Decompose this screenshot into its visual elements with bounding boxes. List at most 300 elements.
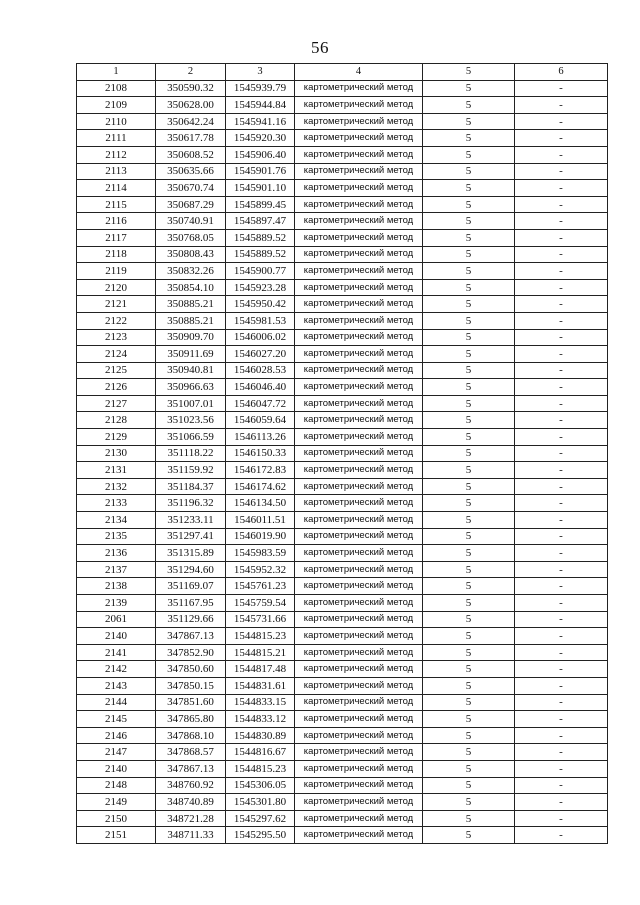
x-coordinate-cell: 350832.26 [156, 263, 226, 280]
note-cell: - [515, 146, 608, 163]
column-header-1: 1 [77, 64, 156, 81]
note-cell: - [515, 379, 608, 396]
x-coordinate-cell: 351066.59 [156, 429, 226, 446]
point-number-cell: 2135 [77, 528, 156, 545]
point-number-cell: 2149 [77, 794, 156, 811]
method-cell: картометрический метод [295, 727, 423, 744]
point-number-cell: 2118 [77, 246, 156, 263]
y-coordinate-cell: 1545900.77 [226, 263, 295, 280]
accuracy-cell: 5 [423, 462, 515, 479]
note-cell: - [515, 694, 608, 711]
point-number-cell: 2136 [77, 545, 156, 562]
point-number-cell: 2132 [77, 478, 156, 495]
table-row [77, 312, 608, 329]
accuracy-cell: 5 [423, 80, 515, 97]
point-number-cell: 2116 [77, 213, 156, 230]
accuracy-cell: 5 [423, 312, 515, 329]
point-number-cell: 2111 [77, 130, 156, 147]
table-row [77, 329, 608, 346]
table-row [77, 827, 608, 844]
accuracy-cell: 5 [423, 677, 515, 694]
coordinates-table [76, 63, 608, 844]
accuracy-cell: 5 [423, 246, 515, 263]
point-number-cell: 2129 [77, 429, 156, 446]
accuracy-cell: 5 [423, 113, 515, 130]
note-cell: - [515, 711, 608, 728]
accuracy-cell: 5 [423, 229, 515, 246]
y-coordinate-cell: 1545889.52 [226, 246, 295, 263]
accuracy-cell: 5 [423, 196, 515, 213]
y-coordinate-cell: 1544833.15 [226, 694, 295, 711]
point-number-cell: 2150 [77, 810, 156, 827]
note-cell: - [515, 312, 608, 329]
table-row [77, 213, 608, 230]
note-cell: - [515, 777, 608, 794]
point-number-cell: 2122 [77, 312, 156, 329]
method-cell: картометрический метод [295, 644, 423, 661]
accuracy-cell: 5 [423, 545, 515, 562]
y-coordinate-cell: 1545920.30 [226, 130, 295, 147]
x-coordinate-cell: 350909.70 [156, 329, 226, 346]
note-cell: - [515, 180, 608, 197]
note-cell: - [515, 744, 608, 761]
point-number-cell: 2137 [77, 561, 156, 578]
table-row [77, 412, 608, 429]
method-cell: картометрический метод [295, 528, 423, 545]
accuracy-cell: 5 [423, 429, 515, 446]
x-coordinate-cell: 350642.24 [156, 113, 226, 130]
accuracy-cell: 5 [423, 97, 515, 114]
point-number-cell: 2120 [77, 279, 156, 296]
method-cell: картометрический метод [295, 810, 423, 827]
note-cell: - [515, 445, 608, 462]
method-cell: картометрический метод [295, 744, 423, 761]
note-cell: - [515, 727, 608, 744]
x-coordinate-cell: 348721.28 [156, 810, 226, 827]
table-header [77, 64, 608, 81]
accuracy-cell: 5 [423, 628, 515, 645]
accuracy-cell: 5 [423, 362, 515, 379]
accuracy-cell: 5 [423, 445, 515, 462]
accuracy-cell: 5 [423, 744, 515, 761]
note-cell: - [515, 196, 608, 213]
method-cell: картометрический метод [295, 777, 423, 794]
y-coordinate-cell: 1546150.33 [226, 445, 295, 462]
y-coordinate-cell: 1545952.32 [226, 561, 295, 578]
x-coordinate-cell: 348740.89 [156, 794, 226, 811]
accuracy-cell: 5 [423, 810, 515, 827]
y-coordinate-cell: 1546174.62 [226, 478, 295, 495]
accuracy-cell: 5 [423, 760, 515, 777]
method-cell: картометрический метод [295, 395, 423, 412]
y-coordinate-cell: 1546113.26 [226, 429, 295, 446]
note-cell: - [515, 827, 608, 844]
method-cell: картометрический метод [295, 611, 423, 628]
point-number-cell: 2128 [77, 412, 156, 429]
y-coordinate-cell: 1546011.51 [226, 512, 295, 529]
x-coordinate-cell: 348760.92 [156, 777, 226, 794]
point-number-cell: 2115 [77, 196, 156, 213]
accuracy-cell: 5 [423, 130, 515, 147]
note-cell: - [515, 561, 608, 578]
table-row [77, 80, 608, 97]
x-coordinate-cell: 351169.07 [156, 578, 226, 595]
point-number-cell: 2134 [77, 512, 156, 529]
accuracy-cell: 5 [423, 727, 515, 744]
note-cell: - [515, 362, 608, 379]
method-cell: картометрический метод [295, 213, 423, 230]
table-row [77, 429, 608, 446]
x-coordinate-cell: 347867.13 [156, 628, 226, 645]
method-cell: картометрический метод [295, 362, 423, 379]
point-number-cell: 2061 [77, 611, 156, 628]
y-coordinate-cell: 1545759.54 [226, 595, 295, 612]
x-coordinate-cell: 347850.60 [156, 661, 226, 678]
method-cell: картометрический метод [295, 595, 423, 612]
table-row [77, 760, 608, 777]
method-cell: картометрический метод [295, 412, 423, 429]
table-row [77, 196, 608, 213]
table-row [77, 279, 608, 296]
method-cell: картометрический метод [295, 478, 423, 495]
note-cell: - [515, 495, 608, 512]
x-coordinate-cell: 351167.95 [156, 595, 226, 612]
method-cell: картометрический метод [295, 180, 423, 197]
header-row [77, 64, 608, 81]
y-coordinate-cell: 1545939.79 [226, 80, 295, 97]
accuracy-cell: 5 [423, 412, 515, 429]
x-coordinate-cell: 347852.90 [156, 644, 226, 661]
y-coordinate-cell: 1544815.23 [226, 628, 295, 645]
point-number-cell: 2112 [77, 146, 156, 163]
x-coordinate-cell: 350966.63 [156, 379, 226, 396]
y-coordinate-cell: 1545923.28 [226, 279, 295, 296]
point-number-cell: 2141 [77, 644, 156, 661]
method-cell: картометрический метод [295, 445, 423, 462]
point-number-cell: 2148 [77, 777, 156, 794]
y-coordinate-cell: 1545301.80 [226, 794, 295, 811]
method-cell: картометрический метод [295, 512, 423, 529]
point-number-cell: 2117 [77, 229, 156, 246]
table-row [77, 561, 608, 578]
y-coordinate-cell: 1546047.72 [226, 395, 295, 412]
note-cell: - [515, 661, 608, 678]
y-coordinate-cell: 1544815.21 [226, 644, 295, 661]
accuracy-cell: 5 [423, 478, 515, 495]
table-row [77, 113, 608, 130]
column-header-3: 3 [226, 64, 295, 81]
column-header-6: 6 [515, 64, 608, 81]
point-number-cell: 2125 [77, 362, 156, 379]
y-coordinate-cell: 1545295.50 [226, 827, 295, 844]
x-coordinate-cell: 351159.92 [156, 462, 226, 479]
y-coordinate-cell: 1546134.50 [226, 495, 295, 512]
x-coordinate-cell: 350687.29 [156, 196, 226, 213]
point-number-cell: 2123 [77, 329, 156, 346]
x-coordinate-cell: 350768.05 [156, 229, 226, 246]
point-number-cell: 2110 [77, 113, 156, 130]
method-cell: картометрический метод [295, 578, 423, 595]
note-cell: - [515, 810, 608, 827]
point-number-cell: 2147 [77, 744, 156, 761]
method-cell: картометрический метод [295, 246, 423, 263]
y-coordinate-cell: 1544815.23 [226, 760, 295, 777]
point-number-cell: 2145 [77, 711, 156, 728]
note-cell: - [515, 611, 608, 628]
point-number-cell: 2119 [77, 263, 156, 280]
method-cell: картометрический метод [295, 196, 423, 213]
x-coordinate-cell: 350808.43 [156, 246, 226, 263]
table-row [77, 611, 608, 628]
table-row [77, 711, 608, 728]
point-number-cell: 2139 [77, 595, 156, 612]
x-coordinate-cell: 351315.89 [156, 545, 226, 562]
y-coordinate-cell: 1545944.84 [226, 97, 295, 114]
y-coordinate-cell: 1546059.64 [226, 412, 295, 429]
y-coordinate-cell: 1545941.16 [226, 113, 295, 130]
accuracy-cell: 5 [423, 395, 515, 412]
note-cell: - [515, 163, 608, 180]
note-cell: - [515, 628, 608, 645]
table-row [77, 512, 608, 529]
accuracy-cell: 5 [423, 827, 515, 844]
method-cell: картометрический метод [295, 495, 423, 512]
point-number-cell: 2126 [77, 379, 156, 396]
accuracy-cell: 5 [423, 644, 515, 661]
note-cell: - [515, 528, 608, 545]
y-coordinate-cell: 1545981.53 [226, 312, 295, 329]
x-coordinate-cell: 347865.80 [156, 711, 226, 728]
accuracy-cell: 5 [423, 263, 515, 280]
table-row [77, 628, 608, 645]
method-cell: картометрический метод [295, 379, 423, 396]
method-cell: картометрический метод [295, 462, 423, 479]
method-cell: картометрический метод [295, 628, 423, 645]
y-coordinate-cell: 1544830.89 [226, 727, 295, 744]
accuracy-cell: 5 [423, 512, 515, 529]
table-row [77, 263, 608, 280]
note-cell: - [515, 677, 608, 694]
x-coordinate-cell: 347867.13 [156, 760, 226, 777]
table-row [77, 180, 608, 197]
point-number-cell: 2140 [77, 628, 156, 645]
method-cell: картометрический метод [295, 296, 423, 313]
accuracy-cell: 5 [423, 661, 515, 678]
x-coordinate-cell: 350670.74 [156, 180, 226, 197]
point-number-cell: 2130 [77, 445, 156, 462]
point-number-cell: 2114 [77, 180, 156, 197]
x-coordinate-cell: 350940.81 [156, 362, 226, 379]
page-number: 56 [311, 38, 329, 57]
x-coordinate-cell: 351297.41 [156, 528, 226, 545]
table-row [77, 677, 608, 694]
method-cell: картометрический метод [295, 545, 423, 562]
accuracy-cell: 5 [423, 346, 515, 363]
table-row [77, 528, 608, 545]
table-row [77, 644, 608, 661]
accuracy-cell: 5 [423, 163, 515, 180]
y-coordinate-cell: 1545731.66 [226, 611, 295, 628]
table-row [77, 163, 608, 180]
method-cell: картометрический метод [295, 80, 423, 97]
point-number-cell: 2146 [77, 727, 156, 744]
accuracy-cell: 5 [423, 495, 515, 512]
method-cell: картометрический метод [295, 97, 423, 114]
note-cell: - [515, 113, 608, 130]
method-cell: картометрический метод [295, 163, 423, 180]
table-row [77, 379, 608, 396]
note-cell: - [515, 346, 608, 363]
note-cell: - [515, 545, 608, 562]
table-row [77, 495, 608, 512]
x-coordinate-cell: 350590.32 [156, 80, 226, 97]
table-row [77, 246, 608, 263]
x-coordinate-cell: 351196.32 [156, 495, 226, 512]
note-cell: - [515, 246, 608, 263]
method-cell: картометрический метод [295, 279, 423, 296]
x-coordinate-cell: 347851.60 [156, 694, 226, 711]
table-row [77, 296, 608, 313]
note-cell: - [515, 395, 608, 412]
y-coordinate-cell: 1544816.67 [226, 744, 295, 761]
y-coordinate-cell: 1546046.40 [226, 379, 295, 396]
point-number-cell: 2133 [77, 495, 156, 512]
column-header-2: 2 [156, 64, 226, 81]
note-cell: - [515, 512, 608, 529]
table-body [77, 80, 608, 843]
note-cell: - [515, 279, 608, 296]
method-cell: картометрический метод [295, 827, 423, 844]
table-row [77, 810, 608, 827]
accuracy-cell: 5 [423, 711, 515, 728]
note-cell: - [515, 760, 608, 777]
y-coordinate-cell: 1546028.53 [226, 362, 295, 379]
point-number-cell: 2143 [77, 677, 156, 694]
table-row [77, 395, 608, 412]
table-row [77, 346, 608, 363]
note-cell: - [515, 229, 608, 246]
table-row [77, 777, 608, 794]
accuracy-cell: 5 [423, 794, 515, 811]
note-cell: - [515, 794, 608, 811]
point-number-cell: 2131 [77, 462, 156, 479]
accuracy-cell: 5 [423, 213, 515, 230]
y-coordinate-cell: 1545297.62 [226, 810, 295, 827]
y-coordinate-cell: 1545983.59 [226, 545, 295, 562]
x-coordinate-cell: 350608.52 [156, 146, 226, 163]
table-row [77, 545, 608, 562]
accuracy-cell: 5 [423, 528, 515, 545]
note-cell: - [515, 578, 608, 595]
table-row [77, 661, 608, 678]
method-cell: картометрический метод [295, 711, 423, 728]
accuracy-cell: 5 [423, 578, 515, 595]
x-coordinate-cell: 350885.21 [156, 296, 226, 313]
x-coordinate-cell: 350854.10 [156, 279, 226, 296]
table-row [77, 229, 608, 246]
note-cell: - [515, 213, 608, 230]
table-row [77, 362, 608, 379]
y-coordinate-cell: 1545761.23 [226, 578, 295, 595]
x-coordinate-cell: 351023.56 [156, 412, 226, 429]
column-header-4: 4 [295, 64, 423, 81]
method-cell: картометрический метод [295, 661, 423, 678]
x-coordinate-cell: 350628.00 [156, 97, 226, 114]
note-cell: - [515, 130, 608, 147]
point-number-cell: 2142 [77, 661, 156, 678]
table-row [77, 595, 608, 612]
point-number-cell: 2151 [77, 827, 156, 844]
x-coordinate-cell: 351184.37 [156, 478, 226, 495]
x-coordinate-cell: 351294.60 [156, 561, 226, 578]
note-cell: - [515, 80, 608, 97]
y-coordinate-cell: 1544817.48 [226, 661, 295, 678]
table-row [77, 445, 608, 462]
accuracy-cell: 5 [423, 146, 515, 163]
x-coordinate-cell: 350617.78 [156, 130, 226, 147]
point-number-cell: 2121 [77, 296, 156, 313]
accuracy-cell: 5 [423, 180, 515, 197]
method-cell: картометрический метод [295, 677, 423, 694]
table-row [77, 478, 608, 495]
point-number-cell: 2113 [77, 163, 156, 180]
note-cell: - [515, 478, 608, 495]
note-cell: - [515, 644, 608, 661]
table-row [77, 578, 608, 595]
method-cell: картометрический метод [295, 694, 423, 711]
method-cell: картометрический метод [295, 346, 423, 363]
method-cell: картометрический метод [295, 429, 423, 446]
y-coordinate-cell: 1545897.47 [226, 213, 295, 230]
y-coordinate-cell: 1546019.90 [226, 528, 295, 545]
x-coordinate-cell: 350911.69 [156, 346, 226, 363]
table-row [77, 694, 608, 711]
table-row [77, 130, 608, 147]
y-coordinate-cell: 1546006.02 [226, 329, 295, 346]
accuracy-cell: 5 [423, 611, 515, 628]
method-cell: картометрический метод [295, 263, 423, 280]
y-coordinate-cell: 1545950.42 [226, 296, 295, 313]
x-coordinate-cell: 348711.33 [156, 827, 226, 844]
y-coordinate-cell: 1545906.40 [226, 146, 295, 163]
point-number-cell: 2144 [77, 694, 156, 711]
method-cell: картометрический метод [295, 794, 423, 811]
y-coordinate-cell: 1545889.52 [226, 229, 295, 246]
x-coordinate-cell: 347868.57 [156, 744, 226, 761]
note-cell: - [515, 595, 608, 612]
table-row [77, 146, 608, 163]
method-cell: картометрический метод [295, 760, 423, 777]
y-coordinate-cell: 1545899.45 [226, 196, 295, 213]
note-cell: - [515, 329, 608, 346]
method-cell: картометрический метод [295, 130, 423, 147]
x-coordinate-cell: 351007.01 [156, 395, 226, 412]
method-cell: картометрический метод [295, 561, 423, 578]
accuracy-cell: 5 [423, 379, 515, 396]
y-coordinate-cell: 1545901.76 [226, 163, 295, 180]
accuracy-cell: 5 [423, 694, 515, 711]
y-coordinate-cell: 1544831.61 [226, 677, 295, 694]
method-cell: картометрический метод [295, 312, 423, 329]
y-coordinate-cell: 1545901.10 [226, 180, 295, 197]
note-cell: - [515, 296, 608, 313]
x-coordinate-cell: 350740.91 [156, 213, 226, 230]
x-coordinate-cell: 350885.21 [156, 312, 226, 329]
table-row [77, 727, 608, 744]
accuracy-cell: 5 [423, 595, 515, 612]
method-cell: картометрический метод [295, 329, 423, 346]
point-number-cell: 2124 [77, 346, 156, 363]
